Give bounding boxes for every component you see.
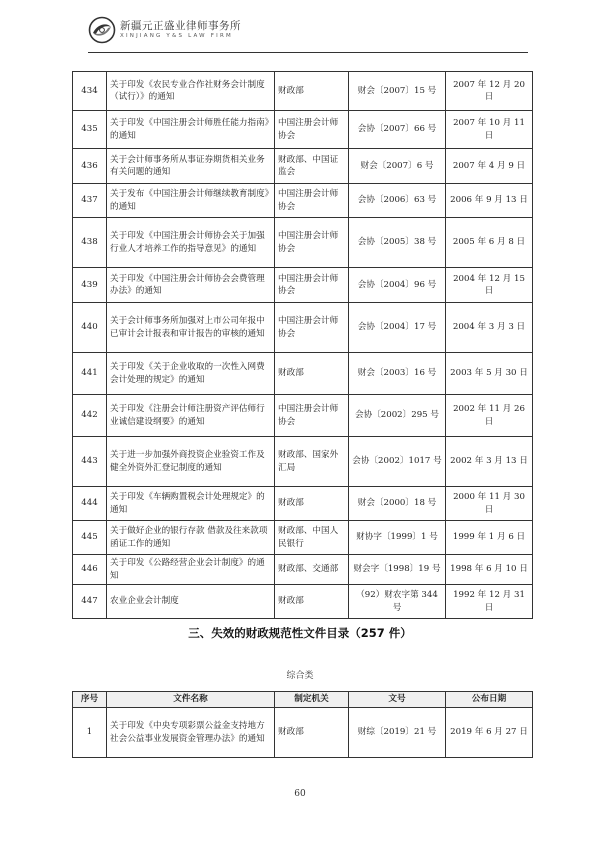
issuing-authority: 中国注册会计师协会 <box>275 184 349 218</box>
page-number: 60 <box>294 789 306 799</box>
table-row <box>73 184 533 218</box>
publish-date: 2006 年 9 月 13 日 <box>446 184 533 218</box>
publish-date: 1999 年 1 月 6 日 <box>446 521 533 555</box>
row-number: 434 <box>73 72 107 111</box>
header-document-number: 文号 <box>349 692 446 708</box>
row-number: 441 <box>73 353 107 395</box>
issuing-authority: 财政部 <box>275 585 349 619</box>
regulation-table-continued <box>72 71 533 619</box>
issuing-authority: 财政部、中国人民银行 <box>275 521 349 555</box>
publish-date: 2000 年 11 月 30 日 <box>446 487 533 521</box>
document-number: 财会〔2003〕16 号 <box>349 353 446 395</box>
issuing-authority: 中国注册会计师协会 <box>275 303 349 353</box>
publish-date: 2007 年 12 月 20 日 <box>446 72 533 111</box>
header-issuing-authority: 制定机关 <box>275 692 349 708</box>
row-number: 437 <box>73 184 107 218</box>
table-row <box>73 521 533 555</box>
document-title: 关于印发《中国注册会计师胜任能力指南》的通知 <box>107 111 275 149</box>
header-publish-date: 公布日期 <box>446 692 533 708</box>
document-number: 会协〔2004〕17 号 <box>349 303 446 353</box>
table-row <box>73 149 533 184</box>
document-title: 关于印发《中国注册会计师协会会费管理办法》的通知 <box>107 268 275 303</box>
document-number: （92）财农字第 344 号 <box>349 585 446 619</box>
document-number: 会协〔2005〕38 号 <box>349 218 446 268</box>
document-number: 会协〔2002〕1017 号 <box>349 437 446 487</box>
document-title: 关于发布《中国注册会计师继续教育制度》的通知 <box>107 184 275 218</box>
document-title: 关于印发《车辆购置税会计处理规定》的通知 <box>107 487 275 521</box>
table-row <box>73 353 533 395</box>
issuing-authority: 财政部 <box>275 353 349 395</box>
document-title: 关于印发《中央专项彩票公益金支持地方社会公益事业发展资金管理办法》的通知 <box>107 708 275 758</box>
table-row <box>73 218 533 268</box>
page-header <box>88 16 528 60</box>
publish-date: 2005 年 6 月 8 日 <box>446 218 533 268</box>
issuing-authority: 中国注册会计师协会 <box>275 395 349 437</box>
document-title: 关于印发《中国注册会计师协会关于加强行业人才培养工作的指导意见》的通知 <box>107 218 275 268</box>
document-number: 财综〔2019〕21 号 <box>349 708 446 758</box>
category-label: 综合类 <box>286 671 314 681</box>
document-number: 会协〔2002〕295 号 <box>349 395 446 437</box>
row-number: 447 <box>73 585 107 619</box>
row-number: 1 <box>73 708 107 758</box>
publish-date: 2004 年 3 月 3 日 <box>446 303 533 353</box>
document-title: 关于会计师事务所加强对上市公司年报中已审计会计报表和审计报告的审核的通知 <box>107 303 275 353</box>
publish-date: 2007 年 4 月 9 日 <box>446 149 533 184</box>
document-title: 关于会计师事务所从事证券期货相关业务有关问题的通知 <box>107 149 275 184</box>
document-title: 关于印发《公路经营企业会计制度》的通知 <box>107 555 275 585</box>
header-number: 序号 <box>73 692 107 708</box>
row-number: 442 <box>73 395 107 437</box>
row-number: 445 <box>73 521 107 555</box>
document-title: 农业企业会计制度 <box>107 585 275 619</box>
section-heading: 三、失效的财政规范性文件目录（257 件） <box>188 626 412 640</box>
document-number: 财会字〔1998〕19 号 <box>349 555 446 585</box>
row-number: 444 <box>73 487 107 521</box>
table-row <box>73 72 533 111</box>
issuing-authority: 财政部、国家外汇局 <box>275 437 349 487</box>
issuing-authority: 财政部 <box>275 72 349 111</box>
publish-date: 1998 年 6 月 10 日 <box>446 555 533 585</box>
table-row <box>73 303 533 353</box>
table-row <box>73 555 533 585</box>
table-row <box>73 487 533 521</box>
issuing-authority: 财政部、交通部 <box>275 555 349 585</box>
row-number: 438 <box>73 218 107 268</box>
document-number: 财会〔2007〕6 号 <box>349 149 446 184</box>
firm-name-en: XINJIANG Y&S LAW FIRM <box>120 33 233 39</box>
publish-date: 2004 年 12 月 15 日 <box>446 268 533 303</box>
row-number: 446 <box>73 555 107 585</box>
header-divider <box>88 52 528 53</box>
document-number: 会协〔2007〕66 号 <box>349 111 446 149</box>
table-header-row <box>73 692 533 708</box>
table-row <box>73 111 533 149</box>
row-number: 435 <box>73 111 107 149</box>
table-row <box>73 395 533 437</box>
invalid-regulations-table <box>72 691 533 758</box>
row-number: 440 <box>73 303 107 353</box>
table-row <box>73 708 533 758</box>
issuing-authority: 中国注册会计师协会 <box>275 111 349 149</box>
issuing-authority: 中国注册会计师协会 <box>275 268 349 303</box>
publish-date: 2007 年 10 月 11 日 <box>446 111 533 149</box>
header-document-title: 文件名称 <box>107 692 275 708</box>
publish-date: 1992 年 12 月 31 日 <box>446 585 533 619</box>
issuing-authority: 财政部 <box>275 487 349 521</box>
publish-date: 2002 年 3 月 13 日 <box>446 437 533 487</box>
table-row <box>73 268 533 303</box>
publish-date: 2003 年 5 月 30 日 <box>446 353 533 395</box>
document-title: 关于进一步加强外商投资企业验资工作及健全外资外汇登记制度的通知 <box>107 437 275 487</box>
row-number: 436 <box>73 149 107 184</box>
table-row <box>73 437 533 487</box>
row-number: 443 <box>73 437 107 487</box>
document-title: 关于印发《注册会计师注册资产评估师行业诚信建设纲要》的通知 <box>107 395 275 437</box>
document-title: 关于印发《农民专业合作社财务会计制度（试行）》的通知 <box>107 72 275 111</box>
row-number: 439 <box>73 268 107 303</box>
firm-name-cn: 新疆元正盛业律师事务所 <box>120 20 241 32</box>
document-number: 财协字〔1999〕1 号 <box>349 521 446 555</box>
publish-date: 2019 年 6 月 27 日 <box>446 708 533 758</box>
document-number: 会协〔2004〕96 号 <box>349 268 446 303</box>
document-title: 关于做好企业的银行存款 借款及往来款项函证工作的通知 <box>107 521 275 555</box>
document-number: 财会〔2000〕18 号 <box>349 487 446 521</box>
document-number: 财会〔2007〕15 号 <box>349 72 446 111</box>
firm-logo-icon <box>88 16 116 44</box>
issuing-authority: 财政部 <box>275 708 349 758</box>
table-row <box>73 585 533 619</box>
publish-date: 2002 年 11 月 26 日 <box>446 395 533 437</box>
document-number: 会协〔2006〕63 号 <box>349 184 446 218</box>
document-title: 关于印发《关于企业收取的一次性入网费会计处理的规定》的通知 <box>107 353 275 395</box>
issuing-authority: 财政部、中国证监会 <box>275 149 349 184</box>
issuing-authority: 中国注册会计师协会 <box>275 218 349 268</box>
